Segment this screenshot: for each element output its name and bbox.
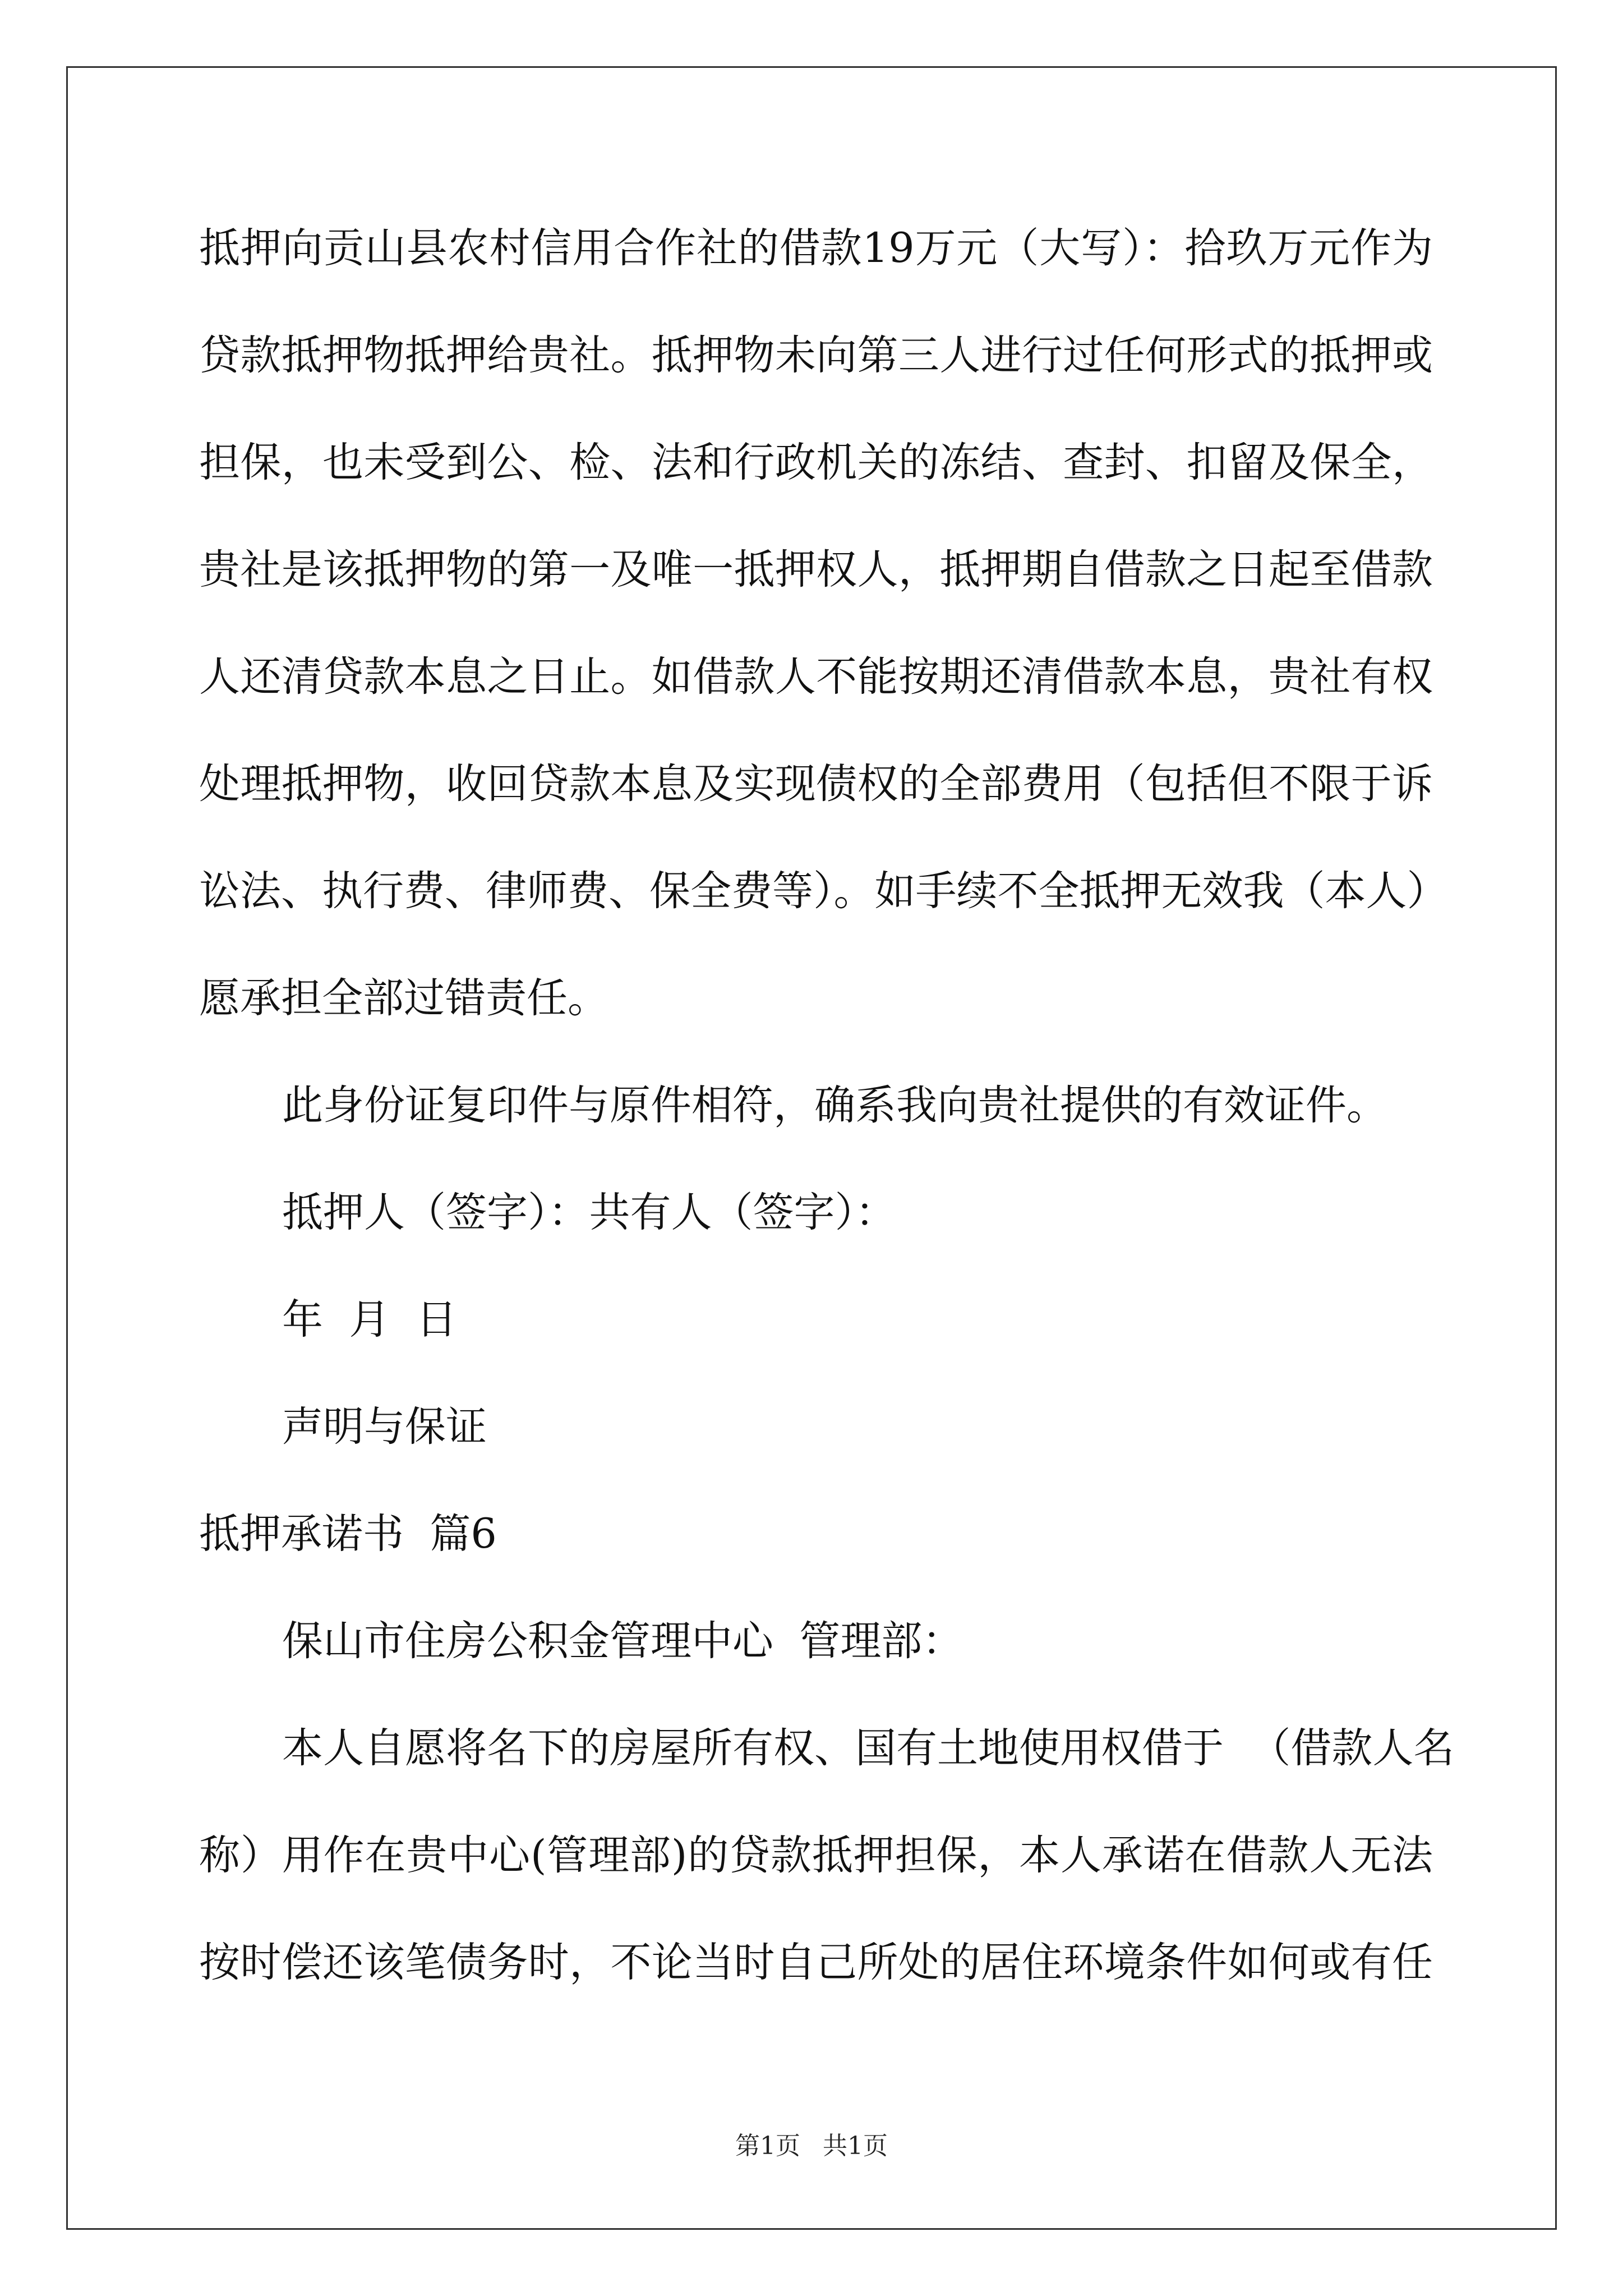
page-footer — [0, 2131, 1623, 2162]
section-title: 抵押承诺书 篇6 — [199, 1510, 497, 1558]
page-total: 共1页 — [823, 2132, 888, 2160]
addressee: 保山市住房公积金管理中心 管理部： — [282, 1617, 963, 1665]
paragraph-1-line: 讼法、执行费、律师费、保全费等）。如手续不全抵押无效我（本人） — [199, 867, 1448, 915]
date-line: 年 月 日 — [282, 1296, 457, 1343]
paragraph-1-line: 抵押向贡山县农村信用合作社的借款19万元（大写）：拾玖万元作为 — [199, 224, 1433, 272]
document-body — [199, 222, 1455, 2043]
id-copy-statement: 此身份证复印件与原件相符，确系我向贵社提供的有效证件。 — [282, 1082, 1387, 1129]
paragraph-1-line: 人还清贷款本息之日止。如借款人不能按期还清借款本息，贵社有权 — [199, 653, 1433, 701]
paragraph-1-line: 处理抵押物，收回贷款本息及实现债权的全部费用（包括但不限于诉 — [199, 760, 1433, 808]
paragraph-2-line: 本人自愿将名下的房屋所有权、国有土地使用权借于 （借款人名 — [282, 1724, 1455, 1772]
paragraph-1-line: 贵社是该抵押物的第一及唯一抵押权人，抵押期自借款之日起至借款 — [199, 546, 1433, 593]
paragraph-1-line: 担保，也未受到公、检、法和行政机关的冻结、查封、扣留及保全， — [199, 439, 1433, 486]
paragraph-1-line: 愿承担全部过错责任。 — [199, 974, 608, 1022]
signature-line: 抵押人（签字）：共有人（签字）： — [282, 1189, 896, 1236]
page-number: 第1页 — [735, 2132, 800, 2160]
paragraph-2-line: 按时偿还该笔债务时，不论当时自己所处的居住环境条件如何或有任 — [199, 1939, 1433, 1986]
paragraph-1-line: 贷款抵押物抵押给贵社。抵押物未向第三人进行过任何形式的抵押或 — [199, 332, 1433, 379]
paragraph-2-line: 称）用作在贵中心(管理部)的贷款抵押担保，本人承诺在借款人无法 — [199, 1832, 1433, 1879]
declaration-heading: 声明与保证 — [282, 1403, 487, 1451]
